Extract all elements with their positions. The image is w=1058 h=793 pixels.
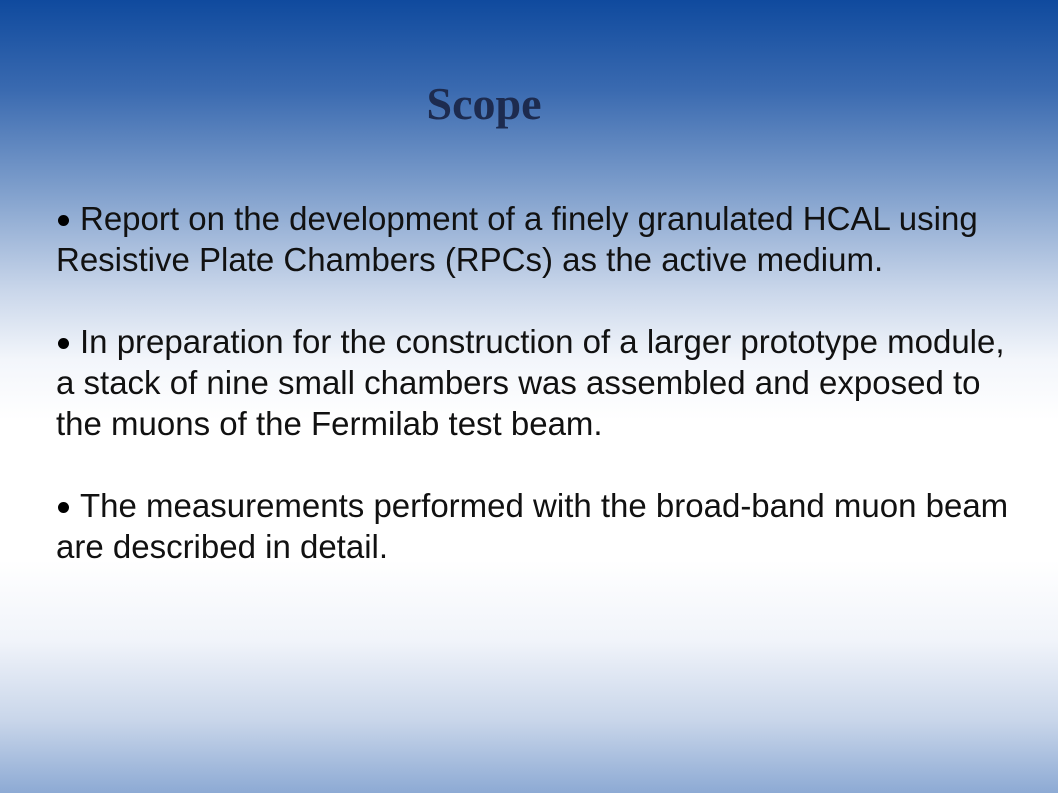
bullet-text: In preparation for the construction of a larger prototype module, a stack of nine small chambers was assembled and exposed to the muons of the Fermilab test beam. bbox=[56, 323, 1005, 442]
bullet-text: The measurements performed with the broad-band muon beam are described in detail. bbox=[56, 487, 1009, 565]
bullet-item bbox=[56, 321, 1016, 444]
bullet-list bbox=[56, 198, 1016, 608]
bullet-dot-icon bbox=[58, 338, 69, 349]
bullet-item bbox=[56, 198, 1016, 280]
bullet-dot-icon bbox=[58, 215, 69, 226]
bullet-text: Report on the development of a finely granulated HCAL using Resistive Plate Chambers (RPCs) as the active medium. bbox=[56, 200, 978, 278]
bullet-item bbox=[56, 485, 1016, 567]
bullet-dot-icon bbox=[58, 502, 69, 513]
slide-title: Scope bbox=[426, 78, 542, 129]
